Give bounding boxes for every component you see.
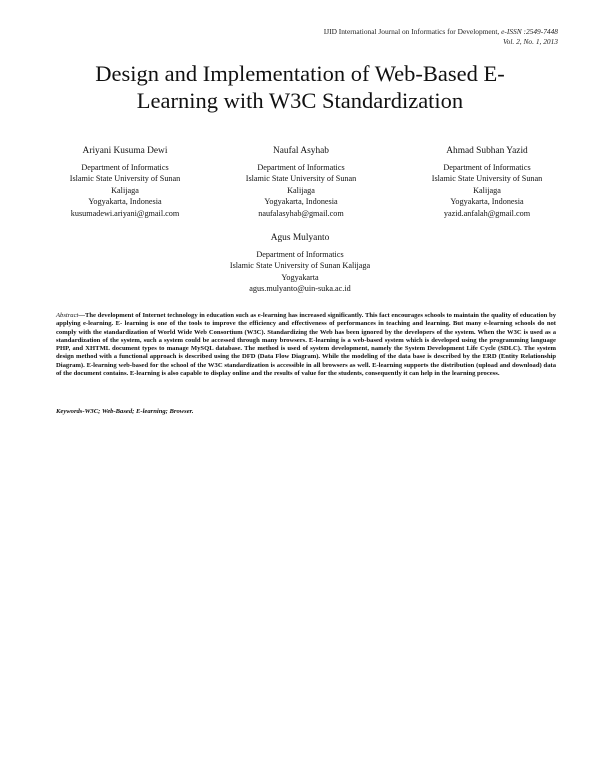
- author-name: Naufal Asyhab: [273, 146, 329, 156]
- journal-volume: Vol. 2, No. 1, 2013: [502, 36, 558, 46]
- abstract-text: —The development of Internet technology in education such as e-learning has increased significantly. This fact encourages schools to maintain the quality of education by applying e-learning. E- learning is one of the tools to improve the efficiency and effectiveness of performances in teaching and learning. But many e-learning schools do not comply with the standardization of World Wide Web Consortium (W3C). Standardizing the Web has been ignored by the developers of the system. When the W3C is used as a standardization of the system, such a system could be accessed through many browsers. E-learning is a web-based system which is developed using the programming language PHP, and XHTML document types to manage MySQL database. The method is used of system development, namely the System Development Life Cycle (SDLC). The system design method with a functional approach is described using the DFD (Data Flow Diagram). While the modeling of the data base is described by the ERD (Entity Relationship Diagram). E-learning web-based for the school of the W3C standardization is accessible in all browsers as well. E-learning supports the distribution (upload and download) data of the document contains. E-learning is also capable to display online and the results of value for the students, consequently it can help in the learning process.: [56, 312, 556, 378]
- abstract: [56, 312, 556, 378]
- author-name: Agus Mulyanto: [270, 233, 330, 243]
- journal-header: [324, 27, 558, 46]
- author-name: Ariyani Kusuma Dewi: [82, 146, 168, 156]
- author-institution: Islamic State University of Sunan Kalijaga: [229, 261, 371, 271]
- author-institution-cont: Kalijaga: [473, 185, 501, 195]
- author-name: Ahmad Subhan Yazid: [446, 146, 528, 156]
- author-email: agus.mulyanto@uin-suka.ac.id: [249, 284, 351, 294]
- author-block-4: [190, 233, 410, 295]
- author-institution: Islamic State University of Sunan: [245, 174, 357, 184]
- author-email: yazid.anfalah@gmail.com: [443, 208, 531, 218]
- author-department: Department of Informatics: [443, 162, 531, 172]
- paper-title: [40, 60, 560, 114]
- author-institution: Islamic State University of Sunan: [431, 174, 543, 184]
- author-institution: Islamic State University of Sunan: [69, 174, 181, 184]
- journal-name: IJID International Journal on Informatics for Development,: [323, 27, 500, 36]
- title-line-1: Design and Implementation of Web-Based E-: [95, 61, 505, 86]
- author-city: Yogyakarta: [281, 272, 319, 282]
- author-department: Department of Informatics: [257, 162, 345, 172]
- title-line-2: Learning with W3C Standardization: [136, 88, 464, 113]
- abstract-label: Abstract: [56, 312, 79, 319]
- author-city: Yogyakarta, Indonesia: [88, 197, 162, 207]
- author-department: Department of Informatics: [81, 162, 169, 172]
- author-city: Yogyakarta, Indonesia: [264, 197, 338, 207]
- author-institution-cont: Kalijaga: [287, 185, 315, 195]
- author-email: kusumadewi.ariyani@gmail.com: [70, 208, 180, 218]
- author-department: Department of Informatics: [256, 249, 344, 259]
- keywords: Keywords-W3C; Web-Based; E-learning; Browser.: [56, 408, 194, 415]
- author-city: Yogyakarta, Indonesia: [450, 197, 524, 207]
- author-email: naufalasyhab@gmail.com: [258, 208, 344, 218]
- journal-issn: e-ISSN :2549-7448: [501, 27, 558, 36]
- author-block-1: [40, 146, 210, 220]
- author-block-2: [221, 146, 381, 220]
- author-block-3: [402, 146, 572, 220]
- author-institution-cont: Kalijaga: [111, 185, 139, 195]
- journal-line: [324, 27, 558, 37]
